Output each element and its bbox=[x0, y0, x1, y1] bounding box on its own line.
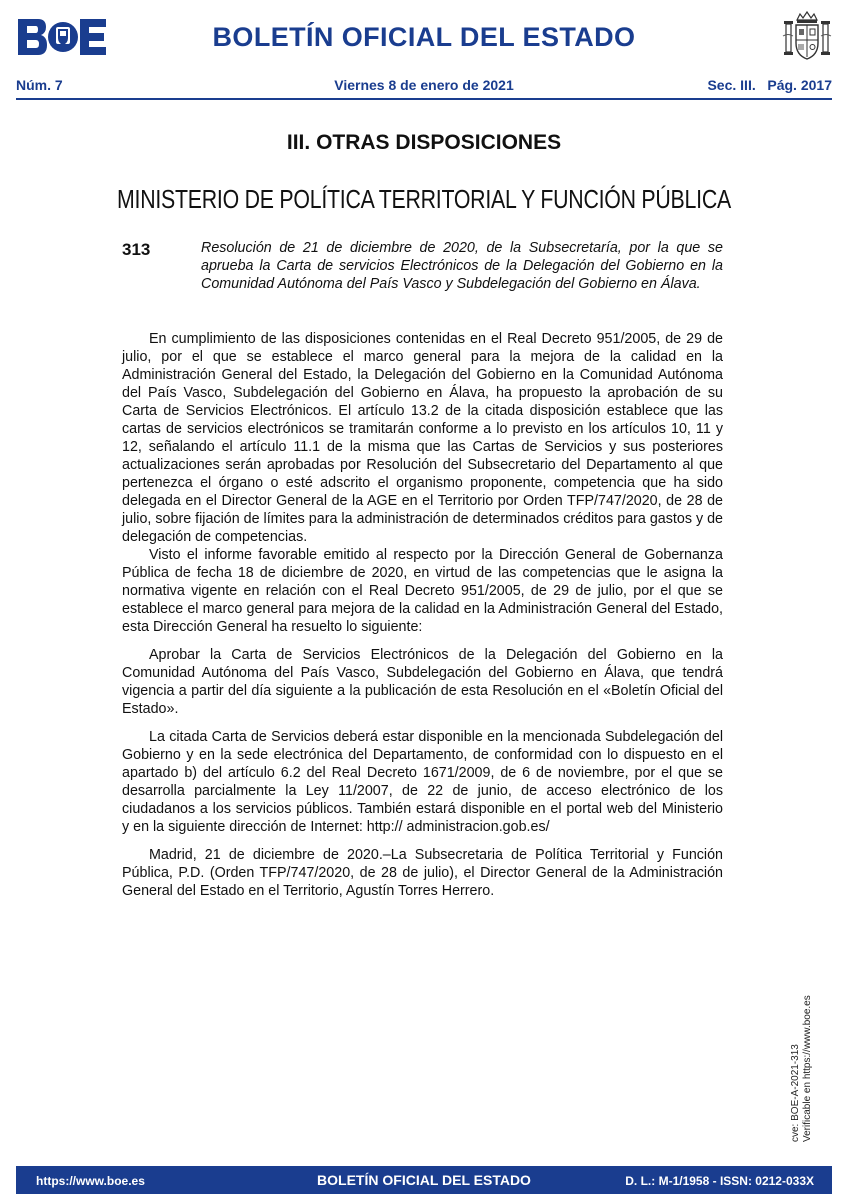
body-paragraph: En cumplimiento de las disposiciones contenidas en el Real Decreto 951/2005, de 29 de julio, por el que se establece el marco general para la mejora de la calidad en la Administración General del Estado, la Delegación del Gobierno en la Comunidad Autónoma del País Vasco, Subdelegación del Gobierno en Álava, ha propuesto la aprobación de su Carta de Servicios Electrónicos. El artículo 13.2 de la citada disposición establece que las cartas de servicios electrónicos se tramitarán conforme a lo previsto en los artículos 10, 11 y 12, señalando el artículo 11.1 de la misma que las Cartas de Servicios y sus posteriores actualizaciones serán aprobadas por Resolución del Subsecretario del Departamento al que pertenezca el órgano o esté adscrito el organismo proponente, competencia que ha sido delegada en el Director General de la AGE en el Territorio por Orden TFP/747/2020, de 28 de julio, sobre fijación de límites para la administración de determinados créditos para gastos y de delegación de competencias. bbox=[122, 331, 723, 545]
boe-logo bbox=[16, 16, 108, 58]
issue-info-bar bbox=[16, 77, 832, 97]
section-title: III. OTRAS DISPOSICIONES bbox=[286, 131, 562, 154]
cve-code: cve: BOE-A-2021-313 bbox=[790, 1044, 801, 1142]
body-paragraph: Visto el informe favorable emitido al respecto por la Dirección General de Gobernanza Pública de fecha 18 de diciembre de 2020, en virtud de las competencias que le asigna la normativa vigente en relación con el Real Decreto 951/2005, de 29 de julio, por el que se establece el marco general para mejora de la calidad en la Administración General del Estado, esta Dirección General ha resuelto lo siguiente: bbox=[122, 547, 723, 635]
coat-of-arms-icon bbox=[782, 10, 832, 62]
disposition-title: Resolución de 21 de diciembre de 2020, de la Subsecretaría, por la que se aprueba la Carta de servicios Electrónicos de la Delegación del Gobierno en la Comunidad Autónoma del País Vasco y Subdelegación del Gobierno en Álava. bbox=[201, 240, 723, 292]
verification-link[interactable]: Verificable en https://www.boe.es bbox=[802, 995, 813, 1142]
header-rule bbox=[16, 98, 832, 100]
issue-date: Viernes 8 de enero de 2021 bbox=[334, 77, 514, 93]
body-paragraph: Aprobar la Carta de Servicios Electrónicos de la Delegación del Gobierno en la Comunidad Autónoma del País Vasco, Subdelegación del Gobierno en Álava, que tendrá vigencia a partir del día siguiente a la publicación de esta Resolución en el «Boletín Oficial del Estado». bbox=[122, 647, 723, 717]
footer-url-link[interactable]: https://www.boe.es bbox=[36, 1174, 145, 1188]
footer-title: BOLETÍN OFICIAL DEL ESTADO bbox=[317, 1172, 531, 1188]
document-body bbox=[122, 330, 723, 900]
gazette-title: BOLETÍN OFICIAL DEL ESTADO bbox=[212, 22, 636, 52]
body-paragraph: Madrid, 21 de diciembre de 2020.–La Subsecretaria de Política Territorial y Función Pública, P.D. (Orden TFP/747/2020, de 28 de julio), el Director General de la Administración General del Estado en el Territorio, Agustín Torres Herrero. bbox=[122, 847, 723, 899]
issue-number: Núm. 7 bbox=[16, 77, 63, 93]
footer-legal-deposit: D. L.: M-1/1958 - ISSN: 0212-033X bbox=[625, 1174, 814, 1188]
disposition-number: 313 bbox=[122, 240, 151, 259]
section-page: Sec. III. Pág. 2017 bbox=[707, 77, 832, 93]
ministry-title: MINISTERIO DE POLÍTICA TERRITORIAL Y FUNCIÓN PÚBLICA bbox=[117, 184, 731, 214]
footer-bar bbox=[16, 1166, 832, 1194]
verification-side-text bbox=[790, 995, 814, 1142]
body-paragraph: La citada Carta de Servicios deberá estar disponible en la mencionada Subdelegación del Gobierno y en la sede electrónica del Departamento, de conformidad con lo dispuesto en el apartado b) del artículo 6.2 del Real Decreto 1671/2009, de 6 de noviembre, por el que se desarrolla parcialmente la Ley 11/2007, de 22 de junio, de acceso electrónico de los ciudadanos a los servicios públicos. También estará disponible en el portal web del Ministerio y en la siguiente dirección de Internet: http:// administracion.gob.es/ bbox=[122, 729, 723, 835]
